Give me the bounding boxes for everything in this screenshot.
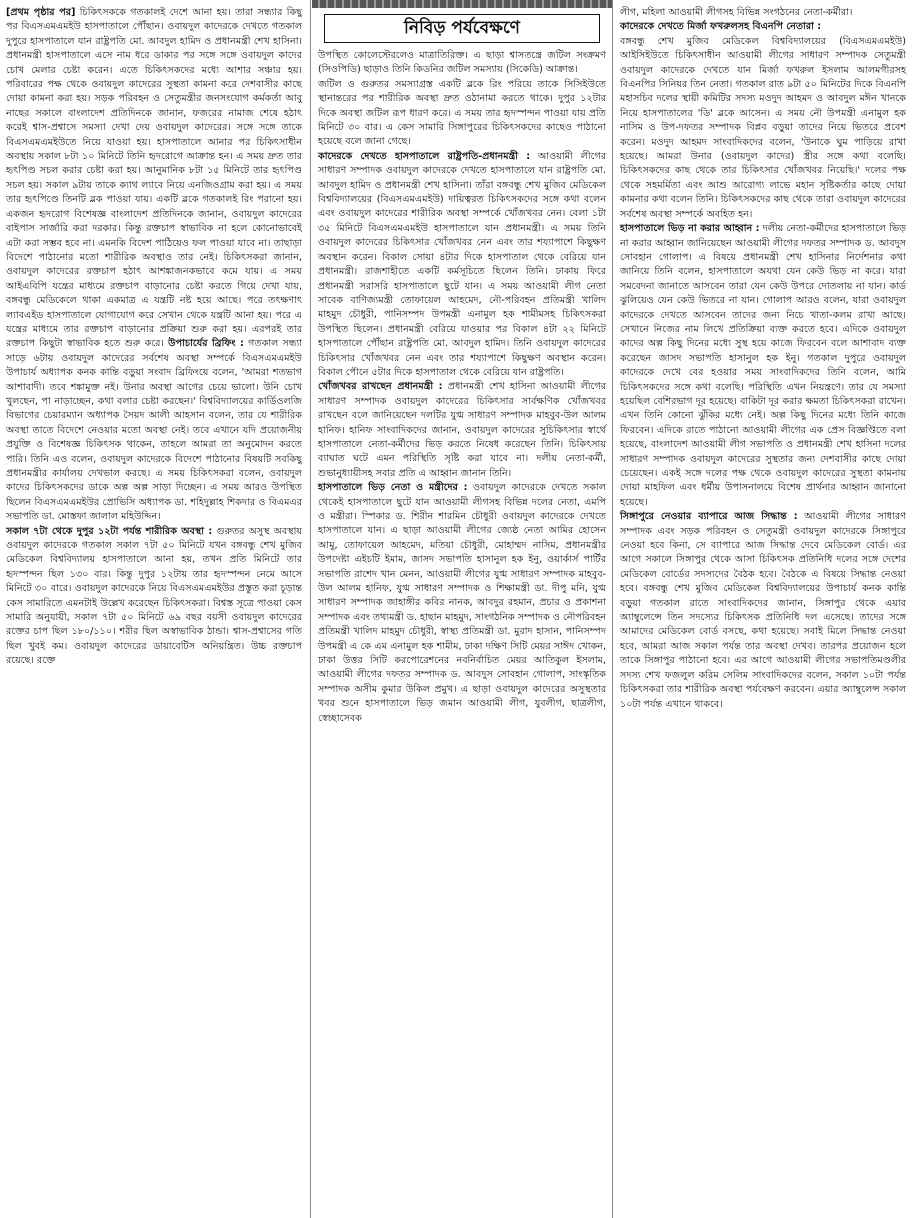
subheading: কাদেরকে দেখতে মির্জা ফখরুলসহ বিএনপি নেতারা : <box>620 21 822 33</box>
paragraph <box>620 35 906 222</box>
subheading: সিঙ্গাপুরে নেওয়ার ব্যাপারে আজ সিদ্ধান্ত : <box>620 511 798 523</box>
paragraph-text: গতকাল সন্ধ্যা সাড়ে ৬টায় ওবায়দুল কাদেরের সর্বশেষ অবস্থা সম্পর্কে বিএসএমএমইউ উপাচার্য অধ্যাপক কনক কান্তি বড়ুয়া সংবাদ ব্রিফিংয়ে বলেন, 'আমরা শতভাগ আশাবাদী। তবে শঙ্কামুক্ত নই। উনার অবস্থা আগের চেয়ে ভালো। উনি চোখ খুলছেন, পা নাড়াচ্ছেন, কথা বলার চেষ্টা করছেন।' বিশ্ববিদ্যালয়ের কার্ডিওলজি বিভাগের চেয়ারম্যান অধ্যাপক সৈয়দ আলী আহসান বলেন, তার যে শারীরিক অবস্থা তাতে বিদেশে নেওয়ার মতো অবস্থা নেই। তবে এখানে যদি প্রয়োজনীয় প্রযুক্তি ও বিশেষজ্ঞ চিকিৎসক থাকেন, তাহলে আমরা তা অনুমোদন করতে পারি। তিনি এও বলেন, ওবায়দুল কাদেরকে বিদেশে পাঠানোর বিষয়টি সবকিছু প্রধানমন্ত্রীর কার্যালয় দেখভাল করছে। এ সময় চিকিৎসকরা বলেন, ওবায়দুল কাদের চিকিৎসকদের ডাকে অল্প অল্প সাড়া দিচ্ছেন। এ সময় আরও উপস্থিত ছিলেন বিএসএমএমইউর প্রোভিসি অধ্যাপক ডা. শহিদুল্লাহ শিকদার ও বিএমএর সভাপতি ডা. মোস্তফা জালাল মহিউদ্দিন। <box>6 338 303 523</box>
paragraph <box>6 525 302 669</box>
subheading: হাসপাতালে ভিড় না করার আহ্বান : <box>620 223 760 235</box>
paragraph-text: গুরুতর অসুস্থ অবস্থায় ওবায়দুল কাদেরকে গতকাল সকাল ৭টা ৫০ মিনিটে যখন বঙ্গবন্ধু শেখ মুজিব মেডিকেল বিশ্ববিদ্যালয় হাসপাতালে আনা হয়, তখন প্রতি মিনিটে তার হৃদস্পন্দন ছিল ১৩০ বার। কিন্তু দুপুর ১২টায় তার হৃদস্পন্দন নেমে আসে মিনিটে ৩০ বারে। ওবায়দুল কাদেরকে নিয়ে বিএসএমএমইউর প্রস্তুত করা চূড়ান্ত কেস সামারিতে এমনটাই উল্লেখ করেছেন চিকিৎসকরা। বিশ্বস্ত সূত্রে পাওয়া কেস সামারি অনুযায়ী, সকাল ৭টা ৫০ মিনিটে ৬৯ বছর বয়সী ওবায়দুল কাদেরের রক্তের চাপ ছিল ১৮০/১১০। শরীর ছিল অস্বাভাবিক ঠান্ডা। শ্বাস-প্রশ্বাসের গতি ছিল খুবই কম। ওবায়দুল কাদেরের ডায়াবেটিস অনিয়ন্ত্রিত। উচ্চ রক্তচাপ রয়েছে। রক্তে <box>6 525 302 667</box>
paragraph-text: আওয়ামী লীগের সাধারণ সম্পাদক ওবায়দুল কাদেরকে দেখতে হাসপাতালে যান রাষ্ট্রপতি মো. আবদুল হামিদ ও প্রধানমন্ত্রী শেখ হাসিনা। তাঁরা বঙ্গবন্ধু শেখ মুজিব মেডিকেল বিশ্ববিদ্যালয়ের (বিএসএমএমইউ) দায়িত্বরত চিকিৎসকদের সঙ্গে কথা বলেন এবং ওবায়দুল কাদেরের শারীরিক অবস্থা সম্পর্কে খোঁজখবর নেন। বেলা ১টা ৩৫ মিনিটে বিএসএমএমইউ হাসপাতালে যান প্রধানমন্ত্রী। এ সময় তিনি ওবায়দুল কাদেরের চিকিৎসার খোঁজখবর নেন এবং তার শয্যাপাশে কিছুক্ষণ অবস্থান করেন। বিকাল সোয়া ৪টার দিকে হাসপাতাল থেকে বেরিয়ে যান প্রধানমন্ত্রী। রাজশাহীতে একটি কর্মসূচিতে ছিলেন তিনি। ঢাকায় ফিরে প্রধানমন্ত্রী সরাসরি হাসপাতালে ছুটে যান। এ সময় আওয়ামী লীগ নেতা সাবেক বাণিজ্যমন্ত্রী তোফায়েল আহমেদ, নৌ-পরিবহন প্রতিমন্ত্রী খালিদ মাহমুদ চৌধুরী, পানিসম্পদ উপমন্ত্রী এনামুল হক শামীমসহ চিকিৎসকরা উপস্থিত ছিলেন। প্রধানমন্ত্রী বেরিয়ে যাওয়ার পর বিকাল ৪টা ২২ মিনিটে হাসপাতালে পৌঁছান রাষ্ট্রপতি মো. আবদুল হামিদ। তিনি ওবায়দুল কাদেরের চিকিৎসার খোঁজখবর নেন এবং তার শয্যাপাশে কিছুক্ষণ অবস্থান করেন। বিকাল পৌনে ৫টার দিকে হাসপাতাল থেকে বেরিয়ে যান রাষ্ট্রপতি। <box>318 150 606 378</box>
paragraph <box>318 150 606 381</box>
paragraph <box>6 6 302 525</box>
decorative-top-bar <box>312 0 612 8</box>
paragraph-text: ওবায়দুল কাদেরকে দেখতে সকাল থেকেই হাসপাতালে ছুটে যান আওয়ামী লীগসহ বিভিন্ন দলের নেতা, এমপি ও মন্ত্রীরা। স্পিকার ড. শিরীন শারমিন চৌধুরী ওবায়দুল কাদেরকে দেখতে হাসপাতালে যান। এ ছাড়া আওয়ামী লীগের জ্যেষ্ঠ নেতা আমির হোসেন আমু, তোফায়েল আহমেদ, মতিয়া চৌধুরী, মোহাম্মদ নাসিম, প্রধানমন্ত্রীর উপদেষ্টা এইচটি ইমাম, জাসদ সভাপতি হাসানুল হক ইনু, ওয়ার্কার্স পার্টির সভাপতি রাশেদ খান মেনন, আওয়ামী লীগের যুগ্ম সাধারণ সম্পাদক মাহবুব-উল আলম হানিফ, যুগ্ম সাধারণ সম্পাদক ও শিক্ষামন্ত্রী ডা. দীপু মনি, যুগ্ম সাধারণ সম্পাদক জাহাঙ্গীর কবির নানক, আবদুর রহমান, প্রচার ও প্রকাশনা সম্পাদক এবং তথ্যমন্ত্রী ড. হাছান মাহমুদ, সাংগঠনিক সম্পাদক ও নৌপরিবহন প্রতিমন্ত্রী খালিদ মাহমুদ চৌধুরী, স্বাস্থ্য প্রতিমন্ত্রী ডা. মুরাদ হাসান, পানিসম্পদ উপমন্ত্রী এ কে এম এনামুল হক শামীম, ঢাকা দক্ষিণ সিটি মেয়র সাঈদ খোকন, ঢাকা উত্তর সিটি করপোরেশনের নবনির্বাচিত মেয়র আতিকুল ইসলাম, আওয়ামী লীগের দফতর সম্পাদক ড. আবদুস সোবহান গোলাপ, সাংস্কৃতিক সম্পাদক অসীম কুমার উকিল প্রমুখ। এ ছাড়া ওবায়দুল কাদেরের অসুস্থতার খবর শুনে হাসপাতালে ভিড় জমান আওয়ামী লীগ, যুবলীগ, ছাত্রলীগ, স্বেচ্ছাসেবক <box>318 482 606 724</box>
paragraph-text: উপস্থিত কোলেস্টেরলেও মাত্রাতিরিক্ত। এ ছাড়া শ্বাসতন্ত্রে জটিল সংক্রমণ (সিওপিডি) ছাড়াও তিনি কিডনির জটিল সমস্যায় (সিকেডি) আক্রান্ত। <box>318 50 606 76</box>
subheading: কাদেরকে দেখতে হাসপাতালে রাষ্ট্রপতি-প্রধানমন্ত্রী : <box>318 150 531 162</box>
paragraph <box>318 49 606 78</box>
article-column-left <box>0 0 308 1218</box>
article-column-middle <box>312 0 612 1218</box>
article-column-right <box>614 0 912 1218</box>
section-heading: নিবিড় পর্যবেক্ষণে <box>324 14 600 43</box>
subheading: সকাল ৭টা থেকে দুপুর ১২টা পর্যন্ত শারীরিক অবস্থা : <box>6 525 213 537</box>
column-divider <box>310 0 311 1218</box>
subheading: হাসপাতালে ভিড় নেতা ও মন্ত্রীদের : <box>318 482 468 494</box>
continuation-label: [প্রথম পৃষ্ঠার পর] <box>6 7 76 18</box>
paragraph-text: চিকিৎসককে গতকালই দেশে আনা হয়। তারা সন্ধ্যার কিছু পর বিএসএমএমইউ হাসপাতালে পৌঁছান। ওবায়দুল কাদেরকে দেখতে গতকাল দুপুরে হাসপাতালে যান রাষ্ট্রপতি মো. আবদুল হামিদ ও প্রধানমন্ত্রী শেখ হাসিনা। প্রধানমন্ত্রী হাসপাতালে এসে নাম ধরে ডাকার পর সঙ্গে সঙ্গে ওবায়দুল কাদের চোখ মেলার চেষ্টা করেন। এতে চিকিৎসকদের মধ্যে আশার সঞ্চার হয়। পরিবারের পক্ষ থেকে ওবায়দুল কাদেরের সুস্থতা কামনা করে দেশবাসীর কাছে দোয়া কামনা করা হয়। সড়ক পরিবহন ও সেতুমন্ত্রীর জনসংযোগ কর্মকর্তা আবু নাছের সকালে বাংলাদেশ প্রতিদিনকে জানান, ফজরের নামাজ শেষে হঠাৎ করেই শ্বাস-প্রশ্বাসে সমস্যা দেখা দেয় ওবায়দুল কাদেরের। সঙ্গে সঙ্গে তাকে বিএসএমএমইউতে নিয়ে যাওয়া হয়। হাসপাতালে আনার পর চিকিৎসাধীন অবস্থায় সকাল ৮টা ১০ মিনিটে তিনি হৃদরোগে আক্রান্ত হন। এ সময় দ্রুত তার হৃৎপিণ্ড সচল করার চেষ্টা করা হয়। আনুমানিক ৮টা ১৫ মিনিটে তার হৃৎপিণ্ড সচল হয়। সকাল ৯টায় তাকে ক্যাথ ল্যাবে নিয়ে এনজিওগ্রাম করা হয়। এ সময় তার হৃৎপিণ্ডে তিনটি ব্লক পাওয়া যায়। একটি ব্লকে গতকালই রিং পরানো হয়। একজন হৃদরোগ বিশেষজ্ঞ বাংলাদেশ প্রতিদিনকে জানান, ওবায়দুল কাদেরের বাইপাস সার্জারি করা দরকার। কিন্তু রক্তচাপ স্বাভাবিক না হলে কোনোভাবেই এটা করা সম্ভব হবে না। এমনকি বিদেশ পাঠিয়েও ফল পাওয়া যাবে না। তাছাড়া বিদেশে পাঠানোর মতো শারীরিক অবস্থাও তার নেই। চিকিৎসকরা জানান, ওবায়দুল কাদেরের রক্তচাপ হঠাৎ আশঙ্কাজনকভাবে কমে যায়। এ সময় আইএবিপি যন্ত্রের মাধ্যমে রক্তচাপ বাড়ানোর চেষ্টা করতে গিয়ে দেখা যায়, বঙ্গবন্ধু মেডিকেলে থাকা একমাত্র এ যন্ত্রটি নষ্ট হয়ে আছে। পরে তৎক্ষণাৎ ল্যাবএইড হাসপাতালে যোগাযোগ করে সেখান থেকে যন্ত্রটি আনা হয়। পরে এ যন্ত্রের মাধ্যমে তার রক্তচাপ বাড়ানোর প্রক্রিয়া শুরু করা হয়। এরপরই তার রক্তচাপ কিছুটা স্বাভাবিক হতে শুরু করে। <box>6 7 302 350</box>
paragraph <box>620 222 906 510</box>
paragraph-text: আওয়ামী লীগের সাধারণ সম্পাদক এবং সড়ক পরিবহন ও সেতুমন্ত্রী ওবায়দুল কাদেরকে সিঙ্গাপুরে নেওয়া হবে কিনা, সে ব্যাপারে আজ সিদ্ধান্ত দেবে মেডিকেল বোর্ড। এর আগে সকালে সিঙ্গাপুর থেকে আসা চিকিৎসক প্রতিনিধি দলের সঙ্গে দেশের মেডিকেল বোর্ডের সদস্যদের বৈঠক হবে। বৈঠকে এ বিষয়ে সিদ্ধান্ত নেওয়া হবে। বঙ্গবন্ধু শেখ মুজিব মেডিকেল বিশ্ববিদ্যালয়ের উপাচার্য কনক কান্তি বড়ুয়া গতকাল রাতে সাংবাদিকদের জানান, সিঙ্গাপুর থেকে এয়ার অ্যাম্বুলেন্সে তিন সদস্যের চিকিৎসক প্রতিনিধি দল এসেছে। তাদের সঙ্গে আমাদের মেডিকেল বোর্ড বসছে, কথা হয়েছে। সবাই মিলে সিদ্ধান্ত নেওয়া হবে, আমরা আজ সকাল পর্যন্ত তার অবস্থা দেখব। তারপর প্রয়োজন হলে তাকে সিঙ্গাপুর পাঠানো হবে। এর আগে আওয়ামী লীগের সভাপতিমণ্ডলীর সদস্য শেখ ফজলুল করিম সেলিম সাংবাদিকদের বলেন, সকাল ১০টা পর্যন্ত চিকিৎসকরা তার শারীরিক অবস্থা পর্যবেক্ষণ করবেন। এয়ার অ্যাম্বুলেন্স সকাল ১০টা পর্যন্ত এখানে থাকবে। <box>620 511 907 710</box>
paragraph-text: লীগ, মহিলা আওয়ামী লীগসহ বিভিন্ন সংগঠনের নেতা-কর্মীরা। <box>620 7 853 18</box>
paragraph-text: প্রধানমন্ত্রী শেখ হাসিনা আওয়ামী লীগের সাধারণ সম্পাদক ওবায়দুল কাদেরের চিকিৎসার সার্বক্ষণিক খোঁজখবর রাখছেন বলে জানিয়েছেন দলটির যুগ্ম সাধারণ সম্পাদক মাহবুব-উল আলম হানিফ। হানিফ সাংবাদিকদের জানান, ওবায়দুল কাদেরের সুচিকিৎসার স্বার্থে হাসপাতালে নেতা-কর্মীদের ভিড় করতে নিষেধ করেছেন তিনি। চিকিৎসায় ব্যাঘাত ঘটে এমন পরিস্থিতি সৃষ্টি করা যাবে না। দলীয় নেতা-কর্মী, শুভানুধ্যায়ীসহ সবার প্রতি এ আহ্বান জানান তিনি। <box>318 381 606 479</box>
paragraph <box>620 6 906 20</box>
subheading: উপাচার্যের ব্রিফিং : <box>168 338 244 350</box>
paragraph <box>318 380 606 481</box>
subheading: খোঁজখবর রাখছেন প্রধানমন্ত্রী : <box>318 381 443 393</box>
paragraph-text: জটিল ও গুরুতর সমস্যাগ্রস্ত একটি ব্লকে রিং পরিয়ে তাকে সিসিইউতে স্থানান্তরের পর শারীরিক অবস্থা দ্রুত ওঠানামা করতে থাকে। দুপুর ১২টার দিকে অবস্থা জটিল রূপ ধারণ করে। এ সময় তার হৃদস্পন্দন পাওয়া যায় প্রতি মিনিটে ৩০ বার। এ কেস সামারি সিঙ্গাপুরের চিকিৎসকদের কাছেও পাঠানো হয়েছে বলে জানা গেছে। <box>318 78 606 148</box>
paragraph <box>318 78 606 150</box>
column-divider <box>612 0 613 1218</box>
paragraph-text: বঙ্গবন্ধু শেখ মুজিব মেডিকেল বিশ্ববিদ্যালয়ের (বিএসএমএমইউ) আইসিইউতে চিকিৎসাধীন আওয়ামী লীগের সাধারণ সম্পাদক সেতুমন্ত্রী ওবায়দুল কাদেরকে দেখতে যান মির্জা ফখরুল ইসলাম আলমগীরসহ বিএনপির সিনিয়র তিন নেতা। গতকাল রাত ৯টা ৫০ মিনিটের দিকে বিএনপি মহাসচিব দলের স্থায়ী কমিটির সদস্য মওদুদ আহমদ ও আবদুল মঈন খানকে নিয়ে হাসপাতালের 'ডি' ব্লকে আসেন। এ সময় নৌ উপমন্ত্রী এনামুল হক নাসিম ও উপ-দফতর সম্পাদক বিপ্লব বড়ুয়া তাদের নিয়ে ভিতরে প্রবেশ করেন। মওদুদ আহমদ সাংবাদিকদের বলেন, 'উনাকে ঘুম পাড়িয়ে রাখা হয়েছে। আমরা উনার (ওবায়দুল কাদের) স্ত্রীর সঙ্গে কথা বলেছি। চিকিৎসকদের কাছ থেকে তার চিকিৎসার খোঁজখবর নিয়েছি।' দলের পক্ষ থেকে সহমর্মিতা এবং আশু আরোগ্য লাভে মহান সৃষ্টিকর্তার কাছে দোয়া কামনার কথা বলেন তিনি। চিকিৎসকদের কাছ থেকে তারা ওবায়দুল কাদেরের সর্বশেষ অবস্থা সম্পর্কে অবহিত হন। <box>620 35 906 220</box>
paragraph-text: দলীয় নেতা-কর্মীদের হাসপাতালে ভিড় না করার আহ্বান জানিয়েছেন আওয়ামী লীগের দফতর সম্পাদক ড. আবদুস সোবহান গোলাপ। এ বিষয়ে প্রধানমন্ত্রী শেখ হাসিনার নির্দেশনার কথা জানিয়ে তিনি বলেন, হাসপাতালে অযথা যেন কেউ ভিড় না করে। যারা সমবেদনা জানাতে আসবেন তারা যেন কেউ উপরে দোতলায় না যান। কার্ড ঝুলিয়েও যেন কেউ ভিতরে না যান। গোলাপ আরও বলেন, যারা ওবায়দুল কাদেরকে দেখতে আসবেন তাদের জন্য নিচে খাতা-কলম রাখা আছে। সেখানে নিজের নাম লিখে প্রতিক্রিয়া ব্যক্ত করতে হবে। এদিকে ওবায়দুল কাদের অল্প কিছু দিনের মধ্যে সুস্থ হয়ে কাজে ফিরবেন বলে আশাবাদ ব্যক্ত করেছেন জাসদ সভাপতি হাসানুল হক ইনু। গতকাল দুপুরে ওবায়দুল কাদেরকে দেখে বের হওয়ার সময় সাংবাদিকদের তিনি বলেন, আমি চিকিৎসকদের সঙ্গে কথা বলেছি। পরিস্থিতি এখন নিয়ন্ত্রণে। তার যে সমস্যা হয়েছিল বেশিরভাগ দূর হয়েছে। বাকিটা দূর করার ক্ষমতা চিকিৎসকরা রাখেন। এখন তিনি কোনো ঝুঁকির মধ্যে নেই। অল্প কিছু দিনের মধ্যে তিনি কাজে ফিরবেন। এদিকে রাতে পাঠানো আওয়ামী লীগের এক প্রেস বিজ্ঞপ্তিতে বলা হয়েছে, বাংলাদেশ আওয়ামী লীগ সভাপতি ও প্রধানমন্ত্রী শেখ হাসিনা দলের সাধারণ সম্পাদক ওবায়দুল কাদেরের সুস্থতার জন্য দেশবাসীর কাছে দোয়া চেয়েছেন। একই সঙ্গে দলের পক্ষ থেকে ওবায়দুল কাদেরের সুস্থতা কামনায় দোয়া মাহফিল এবং ধর্মীয় উপাসনালয়ে বিশেষ প্রার্থনার আহ্বান জানানো হয়েছে। <box>620 223 906 508</box>
paragraph <box>620 510 906 712</box>
paragraph <box>318 481 606 726</box>
